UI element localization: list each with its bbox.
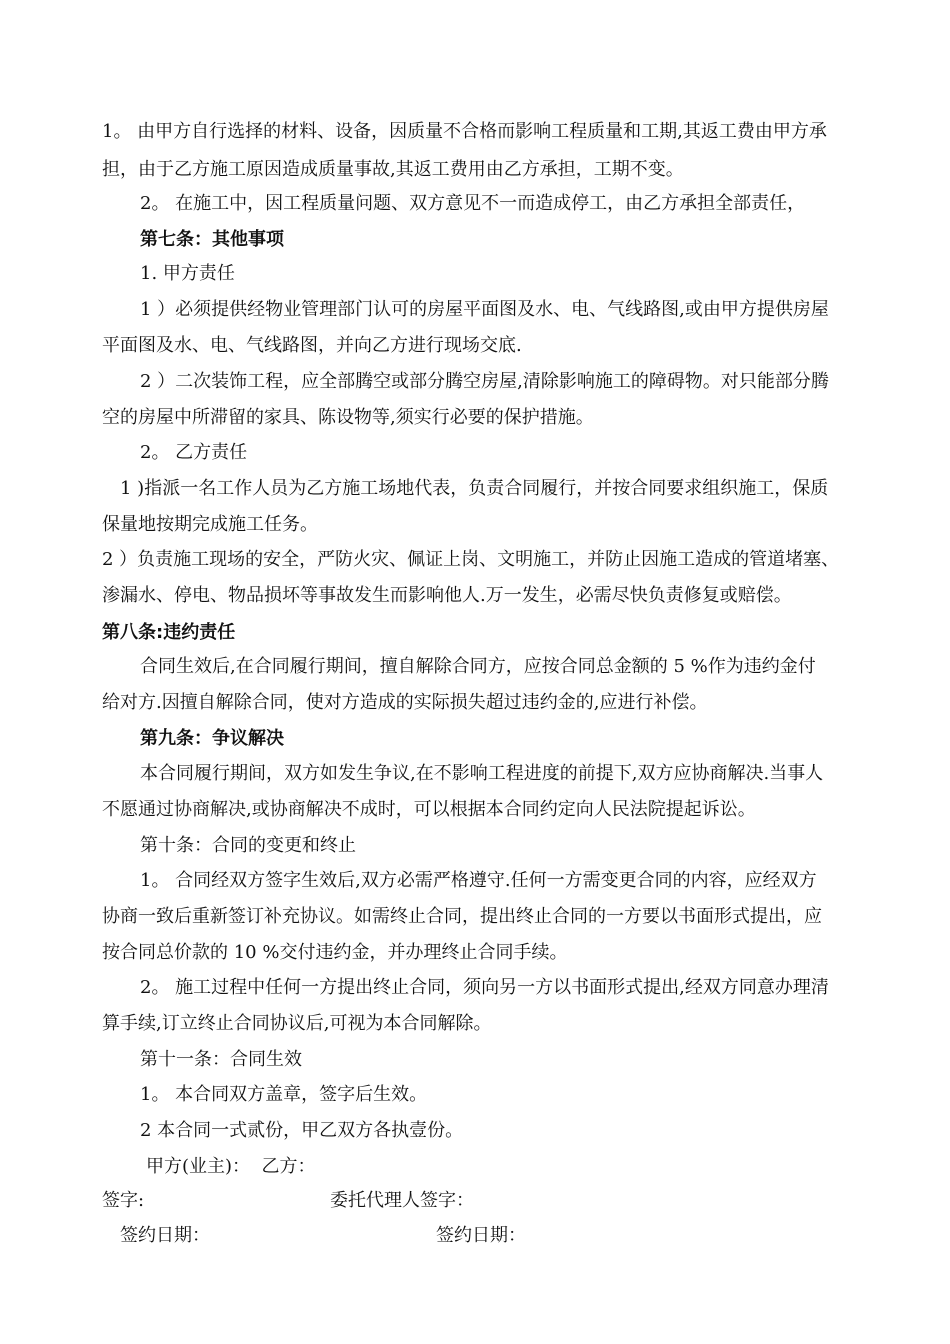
clause-8-heading: 第八条:违约责任 bbox=[102, 622, 236, 643]
clause-8-body-line-2: 给对方.因擅自解除合同，使对方造成的实际损失超过违约金的,应进行补偿。 bbox=[102, 692, 708, 713]
agent-signature-label: 委托代理人签字： bbox=[330, 1190, 474, 1211]
clause-10-heading: 第十条：合同的变更和终止 bbox=[140, 835, 356, 856]
clause-6-item-2: 2。 在施工中，因工程质量问题、双方意见不一而造成停工，由乙方承担全部责任， bbox=[140, 193, 806, 214]
party-b-duty-1-line-2: 保量地按期完成施工任务。 bbox=[102, 514, 318, 535]
party-a-duty-1-line-1: 1 ）必须提供经物业管理部门认可的房屋平面图及水、电、气线路图,或由甲方提供房屋 bbox=[140, 299, 829, 320]
party-b-duty-1-line-1: 1 )指派一名工作人员为乙方施工场地代表，负责合同履行，并按合同要求组织施工，保质 bbox=[120, 478, 829, 499]
clause-11-item-2: 2 本合同一式贰份，甲乙双方各执壹份。 bbox=[140, 1120, 464, 1141]
clause-11-item-1: 1。 本合同双方盖章，签字后生效。 bbox=[140, 1084, 428, 1105]
clause-9-heading: 第九条：争议解决 bbox=[140, 728, 284, 749]
clause-6-item-1-line-1: 1。 由甲方自行选择的材料、设备，因质量不合格而影响工程质量和工期,其返工费由甲方承 bbox=[102, 121, 827, 142]
clause-10-item-2-line-1: 2。 施工过程中任何一方提出终止合同，须向另一方以书面形式提出,经双方同意办理清 bbox=[140, 977, 829, 998]
clause-10-item-2-line-2: 算手续,订立终止合同协议后,可视为本合同解除。 bbox=[102, 1013, 492, 1034]
party-b-duty-2-line-1: 2 ）负责施工现场的安全，严防火灾、佩证上岗、文明施工，并防止因施工造成的管道堵塞、 bbox=[102, 549, 840, 570]
clause-10-item-1-line-3: 按合同总价款的 10 %交付违约金，并办理终止合同手续。 bbox=[102, 942, 568, 963]
party-a-duties-heading: 1. 甲方责任 bbox=[140, 263, 235, 284]
clause-6-item-1-line-2: 担，由于乙方施工原因造成质量事故,其返工费用由乙方承担，工期不变。 bbox=[102, 159, 684, 180]
parties-line: 甲方(业主)： 乙方： bbox=[146, 1156, 316, 1177]
clause-10-item-1-line-2: 协商一致后重新签订补充协议。如需终止合同，提出终止合同的一方要以书面形式提出，应 bbox=[102, 906, 822, 927]
clause-9-body-line-2: 不愿通过协商解决,或协商解决不成时，可以根据本合同约定向人民法院提起诉讼。 bbox=[102, 799, 756, 820]
party-b-duty-2-line-2: 渗漏水、停电、物品损坏等事故发生而影响他人.万一发生，必需尽快负责修复或赔偿。 bbox=[102, 585, 792, 606]
clause-9-body-line-1: 本合同履行期间，双方如发生争议,在不影响工程进度的前提下,双方应协商解决.当事人 bbox=[140, 763, 824, 784]
party-a-signature-label: 签字: bbox=[102, 1190, 145, 1211]
clause-10-item-1-line-1: 1。 合同经双方签字生效后,双方必需严格遵守.任何一方需变更合同的内容，应经双方 bbox=[140, 870, 817, 891]
clause-11-heading: 第十一条：合同生效 bbox=[140, 1049, 302, 1070]
party-a-duty-1-line-2: 平面图及水、电、气线路图，并向乙方进行现场交底. bbox=[102, 335, 522, 356]
clause-8-body-line-1: 合同生效后,在合同履行期间，擅自解除合同方，应按合同总金额的 5 %作为违约金付 bbox=[140, 656, 816, 677]
party-b-sign-date-label: 签约日期： bbox=[436, 1225, 526, 1246]
party-b-duties-heading: 2。 乙方责任 bbox=[140, 442, 248, 463]
party-a-duty-2-line-2: 空的房屋中所滞留的家具、陈设物等,须实行必要的保护措施。 bbox=[102, 407, 594, 428]
clause-7-heading: 第七条：其他事项 bbox=[140, 229, 284, 250]
party-a-sign-date-label: 签约日期： bbox=[120, 1225, 210, 1246]
party-a-duty-2-line-1: 2 ）二次装饰工程，应全部腾空或部分腾空房屋,清除影响施工的障碍物。对只能部分腾 bbox=[140, 371, 829, 392]
